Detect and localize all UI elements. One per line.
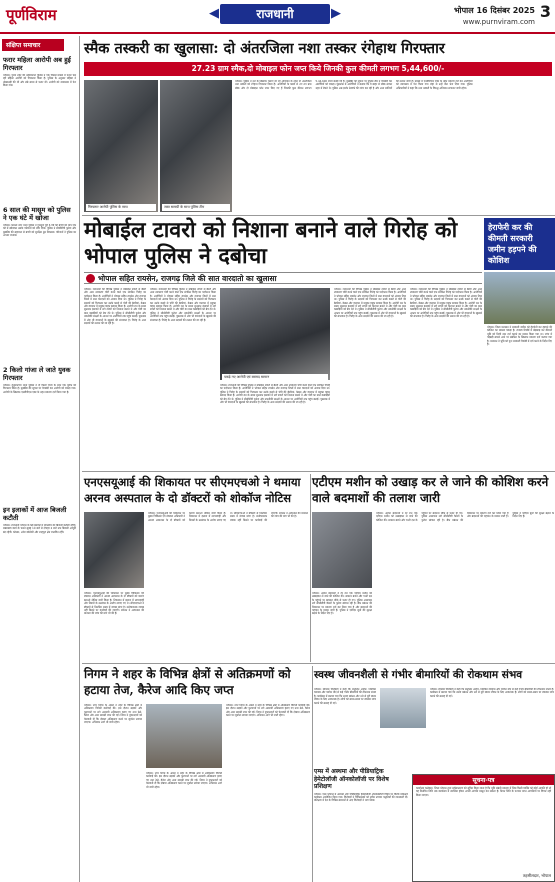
story4-body-extra: भोपाल। अज्ञात बदमाशों ने देर रात एक एटीएम मशीन को उखाड़कर ले जाने की कोशिश की। सायरन बजने और गश्ती दल के पहुंचने पर बदमाश मौके से फरार हो गए। पुलिस आसपास लगे सीसीटीवी कैमरों के फुटेज खंगाल रही है। बैंक प्रबंधन की शिकायत पर प्रकरण दर्ज कर लिया गया है और बदमाशों की पहचान के प्रयास जारी हैं। पुलिस ने एटीएम बूथों की सुरक्षा बढ़ाने के निर्देश दिए हैं।: [312, 592, 372, 616]
story5-body-col1: भोपाल। नगर निगम के अमले ने शहर के विभिन्न क्षेत्रों में अतिक्रमण विरोधी कार्रवाई की। इस दौरान सड़कों और फुटपाथों पर लगे अस्थायी अतिक्रमण हटाए गए तथा ठेले, कैरेज और अन्य सामग्री जप्त की गई। निगम ने दुकानदारों को चेतावनी दी कि दोबारा अतिक्रमण करने पर जुर्माना लगाया जाएगा। अभियान आगे भी जारी रहेगा।: [84, 704, 142, 725]
arrest-photo: [84, 80, 158, 212]
newspaper-title: पूर्णविराम: [6, 6, 57, 24]
edition-date: भोपाल 16 दिसंबर 2025: [453, 6, 535, 15]
brief-headline-1: फरार महिला आरोपी अब हुई गिरफ्तार: [3, 56, 71, 72]
story4-headline: एटीएम मशीन को उखाड़ कर ले जाने की कोशिश करने वाले बदमाशों की तलाश जारी: [312, 475, 549, 505]
atm-photo: [312, 512, 372, 588]
divider-5: [312, 666, 313, 882]
story6-body-col1: भोपाल। स्वास्थ्य विशेषज्ञों ने कहा कि संतुलित आहार, नियमित व्यायाम और पर्याप्त नींद से कई गंभीर बीमारियों की रोकथाम संभव है। कार्यक्रम में बताया गया कि तनाव प्रबंधन और नशे से दूरी स्वस्थ जीवन के लिए आवश्यक है। लोगों को समय-समय पर स्वास्थ्य जांच कराने की सलाह दी गई।: [314, 688, 376, 705]
story2-body-col5: भोपाल। राजधानी की विभिन्न पुलिस ने मोबाइल टावरों से बैटरी और अन्य उपकरण चोरी करने वाले एक संगठित गिरोह का पर्दाफाश किया है। आरोपियों ने भोपाल सहित रायसेन और राजगढ़ जिलों में सात वारदातों को अंजाम दिया था। पुलिस ने गिरोह के सदस्यों को गिरफ्तार कर उनके कब्जे से चोरी की बैटरियां, केबल और वारदात में प्रयुक्त वाहन बरामद किया है। आरोपी रात के समय सुनसान इलाकों में लगे टावरों को निशाना बनाते थे और चोरी का माल कबाड़ियों को बेच देते थे। पुलिस ने सीसीटीवी फुटेज और तकनीकी साक्ष्यों के आधार पर आरोपियों तक पहुंच बनाई। पूछताछ में और भी वारदातों के खुलासे की संभावना है। गिरोह के अन्य सदस्यों की तलाश की जा रही है।: [410, 288, 482, 319]
story1-headline: स्मैक तस्करी का खुलासा: दो अंतरजिला नशा तस्कर रंगेहाथ गिरफ्तार: [84, 40, 445, 57]
brief-headline-2: 6 साल की मासूम को पुलिस ने एक घंटे में खोजा: [3, 206, 71, 222]
arrest-photo-caption: गिरफ्तार आरोपी पुलिस के साथ: [86, 204, 156, 211]
public-notice: [412, 774, 555, 882]
divider-1: [82, 215, 555, 216]
land-photo: [484, 272, 555, 324]
website-url: www.purnviram.com: [462, 18, 535, 26]
divider-3: [310, 474, 311, 662]
story6-body-col2: भोपाल। स्वास्थ्य विशेषज्ञों ने कहा कि संतुलित आहार, नियमित व्यायाम और पर्याप्त नींद से कई गंभीर बीमारियों की रोकथाम संभव है। कार्यक्रम में बताया गया कि तनाव प्रबंधन और नशे से दूरी स्वस्थ जीवन के लिए आवश्यक है। लोगों को समय-समय पर स्वास्थ्य जांच कराने की सलाह दी गई।: [430, 688, 554, 698]
brief-text-4: भोपाल। राजधानी भोपाल के कई इलाकों में मंगलवार को बिजली कटौती रहेगी। रखरखाव कार्य के चलते सुबह 10 बजे से दोपहर 2 बजे तक बिजली आपूर्ति बंद रहेगी। कोलार, अरेरा कॉलोनी और शाहपुरा क्षेत्र प्रभावित रहेंगे।: [3, 524, 76, 534]
land-fraud-headline: हेराफेरी कर की कीमती सरकारी जमीन हड़पने की कोशिश: [484, 218, 555, 270]
story6-headline: स्वस्थ जीवनशैली से गंभीर बीमारियों की रोकथाम संभव: [314, 669, 523, 681]
brief-headline-4: इन इलाकों में आज बिजली कटौती: [3, 506, 67, 522]
brief-text-3: भोपाल। हनुमानगंज थाना पुलिस ने दो किलो गांजा के साथ एक युवक को गिरफ्तार किया है। मुखबिर की सूचना पर घेराबंदी कर आरोपी को पकड़ा गया। आरोपी के खिलाफ एनडीपीएस एक्ट के तहत प्रकरण दर्ज किया गया है।: [3, 384, 76, 394]
story2-body-col1: भोपाल। राजधानी की विभिन्न पुलिस ने मोबाइल टावरों से बैटरी और अन्य उपकरण चोरी करने वाले एक संगठित गिरोह का पर्दाफाश किया है। आरोपियों ने भोपाल सहित रायसेन और राजगढ़ जिलों में सात वारदातों को अंजाम दिया था। पुलिस ने गिरोह के सदस्यों को गिरफ्तार कर उनके कब्जे से चोरी की बैटरियां, केबल और वारदात में प्रयुक्त वाहन बरामद किया है। आरोपी रात के समय सुनसान इलाकों में लगे टावरों को निशाना बनाते थे और चोरी का माल कबाड़ियों को बेच देते थे। पुलिस ने सीसीटीवी फुटेज और तकनीकी साक्ष्यों के आधार पर आरोपियों तक पहुंच बनाई। पूछताछ में और भी वारदातों के खुलासे की संभावना है। गिरोह के अन्य सदस्यों की तलाश की जा रही है।: [84, 288, 146, 326]
story2-body-col2: भोपाल। राजधानी की विभिन्न पुलिस ने मोबाइल टावरों से बैटरी और अन्य उपकरण चोरी करने वाले एक संगठित गिरोह का पर्दाफाश किया है। आरोपियों ने भोपाल सहित रायसेन और राजगढ़ जिलों में सात वारदातों को अंजाम दिया था। पुलिस ने गिरोह के सदस्यों को गिरफ्तार कर उनके कब्जे से चोरी की बैटरियां, केबल और वारदात में प्रयुक्त वाहन बरामद किया है। आरोपी रात के समय सुनसान इलाकों में लगे टावरों को निशाना बनाते थे और चोरी का माल कबाड़ियों को बेच देते थे। पुलिस ने सीसीटीवी फुटेज और तकनीकी साक्ष्यों के आधार पर आरोपियों तक पहुंच बनाई। पूछताछ में और भी वारदातों के खुलासे की संभावना है। गिरोह के अन्य सदस्यों की तलाश की जा रही है।: [150, 288, 216, 322]
story7-body: भोपाल। एम्स भोपाल में अस्थमा और पीडियाट्रिक हेमेटोलॉजी ऑनकोलॉजी विषय पर विशेष प्रशिक्षण कार्यक्रम आयोजित किया गया। विशेषज्ञों ने चिकित्सकों को नवीन उपचार पद्धतियों की जानकारी दी। प्रशिक्षण में देश के विभिन्न संस्थानों से आए विशेषज्ञों ने भाग लिया।: [314, 792, 408, 803]
section-label: ◀ राजधानी ▶: [220, 4, 330, 24]
brief-news-label: संक्षिप्त समाचार: [2, 39, 64, 51]
tower-gang-photo-caption: पकड़े गए आरोपी एवं बरामद सामान: [222, 374, 328, 381]
bullet-icon: [86, 274, 95, 283]
story2-body-col4: भोपाल। राजधानी की विभिन्न पुलिस ने मोबाइल टावरों से बैटरी और अन्य उपकरण चोरी करने वाले एक संगठित गिरोह का पर्दाफाश किया है। आरोपियों ने भोपाल सहित रायसेन और राजगढ़ जिलों में सात वारदातों को अंजाम दिया था। पुलिस ने गिरोह के सदस्यों को गिरफ्तार कर उनके कब्जे से चोरी की बैटरियां, केबल और वारदात में प्रयुक्त वाहन बरामद किया है। आरोपी रात के समय सुनसान इलाकों में लगे टावरों को निशाना बनाते थे और चोरी का माल कबाड़ियों को बेच देते थे। पुलिस ने सीसीटीवी फुटेज और तकनीकी साक्ष्यों के आधार पर आरोपियों तक पहुंच बनाई। पूछताछ में और भी वारदातों के खुलासे की संभावना है। गिरोह के अन्य सदस्यों की तलाश की जा रही है।: [334, 288, 406, 319]
story3-body-extra: भोपाल। एनएसयूआई की शिकायत पर मुख्य चिकित्सा एवं स्वास्थ्य अधिकारी ने अरनव अस्पताल के दो डॉक्टरों को कारण बताओ नोटिस जारी किया है। शिकायत में इलाज में लापरवाही और नियमों के उल्लंघन के आरोप लगाए गए थे। सीएमएचओ ने डॉक्टरों से निर्धारित समय में जवाब मांगा है। संतोषजनक जवाब नहीं मिलने पर कार्रवाई की जाएगी। संगठन ने अस्पताल की मान्यता की जांच की मांग भी की है।: [84, 592, 144, 616]
page-number: 3: [539, 2, 551, 21]
notice-signature: तहसीलदार, भोपाल: [522, 873, 551, 878]
aiims-story: [314, 768, 408, 882]
story1-body: भोपाल। पुलिस ने नशे के खिलाफ चलाए जा रहे अभियान के तहत दो अंतरजिला नशा तस्करों को रंगेहाथ गिरफ्तार किया है। आरोपियों के कब्जे से 27.23 ग्राम स्मैक और दो मोबाइल फोन जप्त किए गए हैं जिनकी कुल कीमत लगभग 5,44,600 रुपये बताई गई है। मुखबिर की सूचना पर पुलिस टीम ने घेराबंदी कर आरोपियों को पकड़ा। पूछताछ में आरोपियों ने बताया कि वे बाहर से स्मैक लाकर शहर में बेचते थे। पुलिस अब इनके नेटवर्क की जांच कर रही है और अन्य साथियों की तलाश जारी है। मामले में एनडीपीएस एक्ट के तहत प्रकरण दर्ज कर आरोपियों को न्यायालय में पेश किया गया जहां से उन्हें जेल भेज दिया गया। पुलिस अधिकारियों ने कहा कि नशा तस्करी के विरुद्ध अभियान लगातार जारी रहेगा।: [235, 80, 473, 90]
story1-subheadline: 27.23 ग्राम स्मैक,दो मोबाइल फोन जप्त किये जिनकी कुल कीमती लगभग 5,44,600/-: [84, 62, 552, 76]
land-fraud-body: भोपाल। जिला प्रशासन ने सरकारी जमीन को हेराफेरी कर हड़पने की कोशिश का मामला पकड़ा है। राजस्व रिकॉर्ड में छेड़छाड़ कर कीमती भूमि को निजी नाम दर्ज कराने का प्रयास किया गया था। जांच में गड़बड़ी सामने आने पर संबंधित के खिलाफ प्रकरण दर्ज कराया गया है। प्रशासन ने भूमि को पुनः सरकारी रिकॉर्ड में दर्ज करने के निर्देश दिए हैं।: [487, 326, 552, 347]
story5-headline: निगम ने शहर के विभिन्न क्षेत्रों से अतिक्रमणों को हटाया तेज, कैरेज आदि किए जप्त: [84, 667, 291, 697]
story2-subheadline: भोपाल सहित रायसेन, राजगढ़ जिले की सात वारदातो का खुलासा: [98, 274, 277, 283]
story5-body-col3: भोपाल। नगर निगम के अमले ने शहर के विभिन्न क्षेत्रों में अतिक्रमण विरोधी कार्रवाई की। इस दौरान सड़कों और फुटपाथों पर लगे अस्थायी अतिक्रमण हटाए गए तथा ठेले, कैरेज और अन्य सामग्री जप्त की गई। निगम ने दुकानदारों को चेतावनी दी कि दोबारा अतिक्रमण करने पर जुर्माना लगाया जाएगा। अभियान आगे भी जारी रहेगा।: [226, 704, 310, 718]
story2-headline: मोबाईल टावरो को निशाना बनाने वाले गिरोह को भोपाल पुलिस ने दबोचा: [84, 218, 458, 269]
story2-subhead-strip: [84, 272, 482, 284]
notice-title: सूचना-पत्र: [413, 775, 554, 785]
masthead: [0, 0, 555, 34]
story4-body: भोपाल। अज्ञात बदमाशों ने देर रात एक एटीएम मशीन को उखाड़कर ले जाने की कोशिश की। सायरन बजने और गश्ती दल के पहुंचने पर बदमाश मौके से फरार हो गए। पुलिस आसपास लगे सीसीटीवी कैमरों के फुटेज खंगाल रही है। बैंक प्रबंधन की शिकायत पर प्रकरण दर्ज कर लिया गया है और बदमाशों की पहचान के प्रयास जारी हैं। पुलिस ने एटीएम बूथों की सुरक्षा बढ़ाने के निर्देश दिए हैं।: [376, 512, 554, 522]
brief-headline-3: 2 किलो गांजा ले जाते युवक गिरफ्तार: [3, 366, 71, 382]
story7-headline: एम्स में अस्थमा और पीडियाट्रिक हेमेटोलॉजी ऑनकोलॉजी पर विशेष प्रशिक्षण: [314, 768, 389, 790]
encroachment-photo: [146, 704, 222, 768]
nsui-photo: [84, 512, 144, 588]
land-fraud-box: [484, 218, 555, 500]
seizure-photo-caption: जब्त सामग्री के साथ पुलिस टीम: [162, 204, 230, 211]
story3-body: भोपाल। एनएसयूआई की शिकायत पर मुख्य चिकित्सा एवं स्वास्थ्य अधिकारी ने अरनव अस्पताल के दो डॉक्टरों को कारण बताओ नोटिस जारी किया है। शिकायत में इलाज में लापरवाही और नियमों के उल्लंघन के आरोप लगाए गए थे। सीएमएचओ ने डॉक्टरों से निर्धारित समय में जवाब मांगा है। संतोषजनक जवाब नहीं मिलने पर कार्रवाई की जाएगी। संगठन ने अस्पताल की मान्यता की जांच की मांग भी की है।: [148, 512, 308, 522]
brief-text-1: भोपाल। पुराने शहर की तलैयाथाना पुलिस ने एक पिछले मामले में फरार चल रही महिला आरोपी को गिरफ्तार किया है। पुलिस के अनुसार महिला ने धोखाधड़ी की थी और लंबे समय से फरार थी। आरोपी को न्यायालय में पेश किया गया।: [3, 74, 76, 88]
health-photo: [380, 688, 426, 728]
divider-4: [82, 663, 555, 664]
brief-text-2: भोपाल। कमला नगर थाना पुलिस ने गुमशुदा हुई 6 वर्ष की बच्ची को मात्र एक घंटे में खोजकर उसके परिजनों को सौंप दिया। पुलिस ने सीसीटीवी फुटेज और मुखबिर की सहायता से बच्ची को सुरक्षित ढूंढ निकाला। परिजनों ने पुलिस का आभार जताया।: [3, 224, 76, 238]
left-column: [0, 36, 80, 882]
tower-gang-photo: [220, 288, 330, 380]
story2-body-col3: भोपाल। राजधानी की विभिन्न पुलिस ने मोबाइल टावरों से बैटरी और अन्य उपकरण चोरी करने वाले एक संगठित गिरोह का पर्दाफाश किया है। आरोपियों ने भोपाल सहित रायसेन और राजगढ़ जिलों में सात वारदातों को अंजाम दिया था। पुलिस ने गिरोह के सदस्यों को गिरफ्तार कर उनके कब्जे से चोरी की बैटरियां, केबल और वारदात में प्रयुक्त वाहन बरामद किया है। आरोपी रात के समय सुनसान इलाकों में लगे टावरों को निशाना बनाते थे और चोरी का माल कबाड़ियों को बेच देते थे। पुलिस ने सीसीटीवी फुटेज और तकनीकी साक्ष्यों के आधार पर आरोपियों तक पहुंच बनाई। पूछताछ में और भी वारदातों के खुलासे की संभावना है। गिरोह के अन्य सदस्यों की तलाश की जा रही है।: [220, 384, 330, 405]
story5-body-col2: भोपाल। नगर निगम के अमले ने शहर के विभिन्न क्षेत्रों में अतिक्रमण विरोधी कार्रवाई की। इस दौरान सड़कों और फुटपाथों पर लगे अस्थायी अतिक्रमण हटाए गए तथा ठेले, कैरेज और अन्य सामग्री जप्त की गई। निगम ने दुकानदारों को चेतावनी दी कि दोबारा अतिक्रमण करने पर जुर्माना लगाया जाएगा। अभियान आगे भी जारी रहेगा।: [146, 772, 222, 789]
seizure-photo: [160, 80, 232, 212]
notice-body: कार्यालय कलेक्टर, जिला भोपाल द्वारा सर्वसाधारण को सूचित किया जाता है कि भूमि संबंधी प्रकरण में जिस किसी व्यक्ति को कोई आपत्ति हो तो वह निर्धारित तिथि तक कार्यालय में उपस्थित होकर अपनी आपत्ति प्रस्तुत कर सकता है। नियत तिथि के पश्चात प्राप्त आपत्तियों पर विचार नहीं किया जाएगा।: [416, 787, 551, 797]
story3-headline: एनएसयूआई की शिकायत पर सीएमएचओ ने थमाया अरनव अस्पताल के दो डॉक्टरों को शोकॉज नोटिस: [84, 475, 301, 505]
divider-2: [82, 471, 555, 472]
